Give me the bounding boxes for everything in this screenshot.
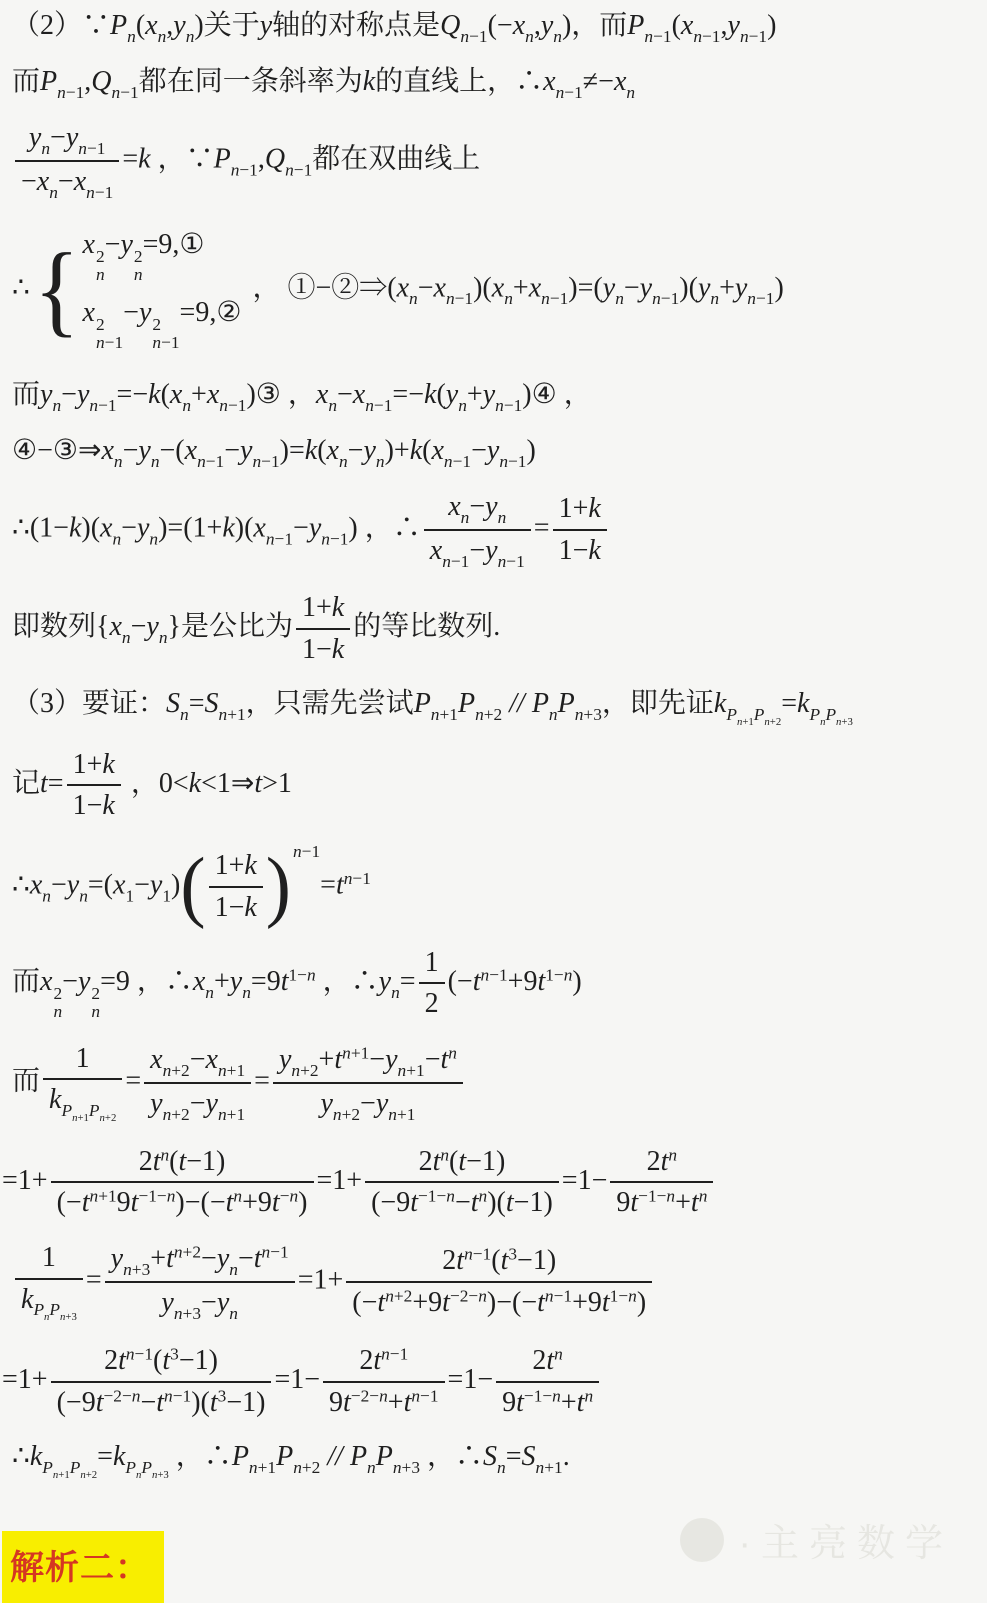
formula-line-1: $(2)\because P_n(x_n,y_n)$关于y轴的对称点是$Q_{n-1}(-x_n,y_n)$，而$P_{n-1}(x_{n-1},y_{n-1})$ [12, 10, 777, 46]
formula-line-4: ∴ { x 2 n −y 2 n =9,① x 2 n−1 −y 2 n−1 =9,② ， $①-②\Rightarrow(x_n-x_{n-1})(x_n+x_{n-1})=(y_n-y_{n-1})(y_n+y_{n-1})$ [12, 228, 784, 353]
formula-line-16: =1+ $\frac{2t^{n-1}(t^3-1)}{(-9t^{-2-n}-t^{n-1})(t^3-1)}$ =1− $\frac{2t^{n-1}}{9t^{-2-n}+t^{n-1}}$ =1− $\frac{2t^n}{9t^{-1-n}+t^n}$ [2, 1343, 977, 1420]
formula-line-14: =1+ $\frac{2t^n(t-1)}{(-t^{n+1}9t^{-1-n})-(-t^n+9t^{-n})}$ =1+ $\frac{2t^n(t-1)}{(-9t^{-1-n}-t^n)(t-1)}$ =1− $\frac{2t^n}{9t^{-1-n}+t^n}$ [2, 1144, 977, 1221]
formula-line-10: 记t= $\frac{1+k}{1-k}$ ，0<k<1⇒t>1 [12, 748, 292, 822]
formula-line-9: （3）要证：$S_n=S_{n+1}$，只需先尝试$P_{n+1}P_{n+2} // P_nP_{n+3}$，即先证$k_{P_{n+1}P_{n+2}}=k_{P_nP_{n+3}}$ [12, 688, 853, 729]
watermark-text: ·主亮数学 [738, 1523, 953, 1565]
analysis-two-label: 解析二： [2, 1531, 164, 1603]
formula-line-2: 而$P_{n-1},Q_{n-1}$都在同一条斜率为k的直线上，$\therefore x_{n-1}\ne-x_n$ [12, 66, 636, 102]
formula-line-8: 即数列$\{x_n-y_n\}$是公比为 $\frac{1+k}{1-k}$ 的等比数列. [12, 592, 501, 665]
formula-line-6: $④-③\Rightarrow x_n-y_n-(x_{n-1}-y_{n-1})=k(x_n-y_n)+k(x_{n-1}-y_{n-1})$ [12, 434, 536, 471]
watermark-logo-icon [680, 1518, 724, 1562]
formula-line-17: $\therefore k_{P_{n+1}P_{n+2}}=k_{P_nP_{n+3}}$ ，$\therefore P_{n+1}P_{n+2} // P_nP_{n+3}$ ，$\therefore S_n=S_{n+1}$. [12, 1441, 570, 1481]
watermark [680, 1512, 953, 1567]
formula-line-11: $\therefore x_n-y_n=(x_1-y_1)$ ( $\frac{1+k}{1-k}$ ) $^{n-1}=t^{n-1}$ [12, 841, 371, 931]
formula-line-13: 而 $\frac{1}{k_{P_{n+1}P_{n+2}}}$ = $\frac{x_{n+2}-x_{n+1}}{y_{n+2}-y_{n+1}}$ = $\frac{y_{n+2}+t^{n+1}-y_{n+1}-t^n}{y_{n+2}-y_{n+1}}$ [12, 1041, 977, 1125]
formula-line-12: 而x 2 n −y 2 n =9 ，$\therefore x_n+y_n=9t^{1-n}$ ，$\therefore y_n=$ $\frac{1}{2}$ $(-t^{n-1}+9t^{1-n})$ [12, 946, 582, 1022]
formula-line-7: $\therefore(1-k)(x_n-y_n)=(1+k)(x_{n-1}-y_{n-1})$ ，∴ $\frac{x_n-y_n}{x_{n-1}-y_{n-1}}$ = $\frac{1+k}{1-k}$ [12, 489, 977, 571]
formula-line-15: $\frac{1}{k_{P_nP_{n+3}}}$ = $\frac{y_{n+3}+t^{n+2}-y_n-t^{n-1}}{y_{n+3}-y_n}$ =1+ $\frac{2t^{n-1}(t^3-1)}{(-t^{n+2}+9t^{-2-n})-(-t^{n-1}+9t^{1-n})}$ [12, 1240, 977, 1324]
cases-brace: { [33, 231, 80, 347]
formula-line-5: 而$y_n-y_{n-1}=-k(x_n+x_{n-1})③$ ，$x_n-x_{n-1}=-k(y_n+y_{n-1})④$ ， [12, 378, 592, 415]
formula-line-3: $\frac{y_n-y_{n-1}}{-x_n-x_{n-1}}$ =k ，$\because P_{n-1},Q_{n-1}$都在双曲线上 [12, 120, 977, 202]
